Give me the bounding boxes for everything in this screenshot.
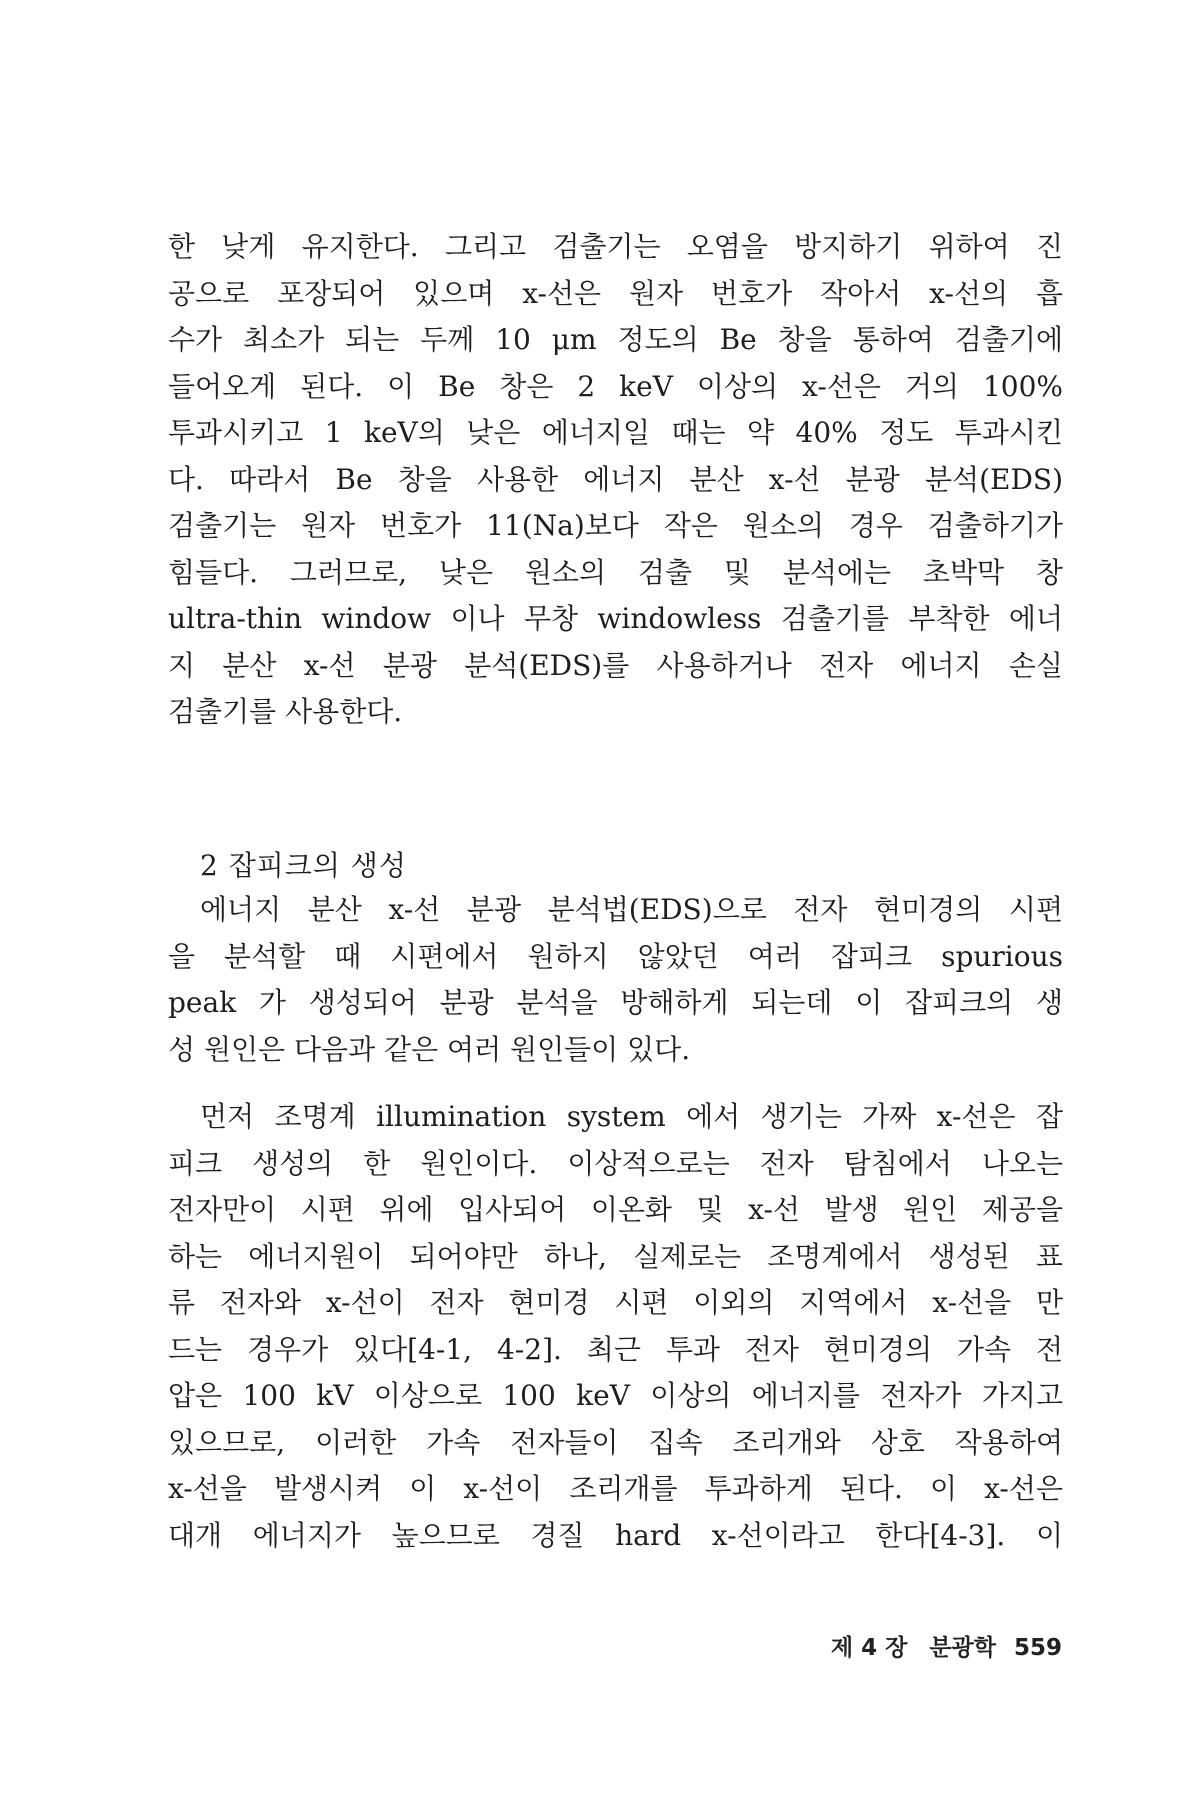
text-line: 먼저 조명계 illumination system 에서 생기는 가짜 x-선은 잡 (200, 1100, 1063, 1133)
text-line: 검출기를 사용한다. (168, 695, 403, 728)
text-line: 공으로 포장되어 있으며 x-선은 원자 번호가 작아서 x-선의 흡 (168, 276, 1063, 310)
text-line: 하는 에너지원이 되어야만 하나, 실제로는 조명계에서 생성된 표 (168, 1239, 1063, 1273)
text-line: 에너지 분산 x-선 분광 분석법(EDS)으로 전자 현미경의 시편 (200, 893, 1063, 926)
text-line: ultra-thin window 이나 무창 windowless 검출기를 부착한 에너 (168, 602, 1063, 635)
text-line: 투과시키고 1 keV의 낮은 에너지일 때는 약 40% 정도 투과시킨 (168, 416, 1063, 449)
text-line: x-선을 발생시켜 이 x-선이 조리개를 투과하게 된다. 이 x-선은 (168, 1472, 1063, 1505)
paragraph-spurious-peak-intro (168, 887, 1063, 1073)
text-line: 지 분산 x-선 분광 분석(EDS)를 사용하거나 전자 에너지 손실 (168, 648, 1063, 682)
text-line: 있으므로, 이러한 가속 전자들이 집속 조리개와 상호 작용하여 (168, 1425, 1063, 1459)
footer-section-title: 분광학 (929, 1635, 996, 1661)
text-line: 드는 경우가 있다[4-1, 4-2]. 최근 투과 전자 현미경의 가속 전 (168, 1332, 1063, 1366)
text-line: 대개 에너지가 높으므로 경질 hard x-선이라고 한다[4-3]. 이 (168, 1518, 1063, 1552)
page-footer (831, 1632, 1062, 1664)
text-line: 다. 따라서 Be 창을 사용한 에너지 분산 x-선 분광 분석(EDS) (168, 462, 1063, 496)
text-line: 류 전자와 x-선이 전자 현미경 시편 이외의 지역에서 x-선을 만 (168, 1286, 1063, 1319)
paragraph-illumination-system (168, 1094, 1063, 1559)
section-heading: 2 잡피크의 생성 (200, 849, 407, 882)
text-line: 들어오게 된다. 이 Be 창은 2 keV 이상의 x-선은 거의 100% (168, 369, 1063, 403)
text-line: 을 분석할 때 시편에서 원하지 않았던 여러 잡피크 spurious (168, 939, 1063, 973)
page-number: 559 (1013, 1635, 1062, 1661)
text-line: 검출기는 원자 번호가 11(Na)보다 작은 원소의 경우 검출하기가 (168, 509, 1063, 542)
text-line: 한 낮게 유지한다. 그리고 검출기는 오염을 방지하기 위하여 진 (168, 230, 1063, 263)
text-line: 성 원인은 다음과 같은 여러 원인들이 있다. (168, 1032, 691, 1066)
text-line: peak 가 생성되어 분광 분석을 방해하게 되는데 이 잡피크의 생 (168, 986, 1063, 1019)
text-line: 피크 생성의 한 원인이다. 이상적으로는 전자 탐침에서 나오는 (168, 1146, 1063, 1180)
text-line: 수가 최소가 되는 두께 10 μm 정도의 Be 창을 통하여 검출기에 (168, 323, 1063, 356)
text-line: 힘들다. 그러므로, 낮은 원소의 검출 및 분석에는 초박막 창 (168, 555, 1063, 589)
footer-chapter: 제 4 장 (830, 1635, 908, 1661)
text-line: 전자만이 시편 위에 입사되어 이온화 및 x-선 발생 원인 제공을 (168, 1193, 1063, 1226)
paragraph-be-window (168, 224, 1063, 736)
text-line: 압은 100 kV 이상으로 100 keV 이상의 에너지를 전자가 가지고 (168, 1379, 1063, 1412)
